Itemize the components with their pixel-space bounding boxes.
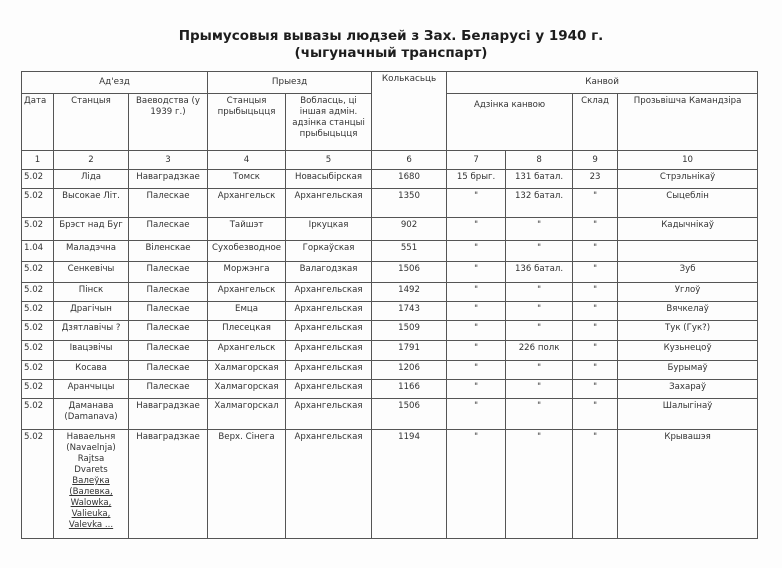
cell-date: 5.02 [22, 399, 54, 430]
cell-composition: " [573, 321, 618, 341]
cell-arrival-station: Халмагорская [208, 380, 286, 399]
cell-station: Высокае Літ. [54, 189, 129, 218]
cell-convoy-unit-8: 136 батал. [506, 262, 573, 283]
cell-count: 1743 [372, 302, 447, 321]
cell-region: Новасыбірская [286, 170, 372, 189]
cell-convoy-unit-8: " [506, 380, 573, 399]
cell-convoy-unit-7: " [447, 302, 506, 321]
cell-count: 551 [372, 241, 447, 262]
cell-composition: " [573, 399, 618, 430]
cell-composition: " [573, 189, 618, 218]
cell-convoy-unit-7: " [447, 262, 506, 283]
cell-region: Архангельская [286, 189, 372, 218]
column-number: 2 [54, 151, 129, 170]
cell-date: 5.02 [22, 189, 54, 218]
cell-voivodeship: Палескае [129, 283, 208, 302]
cell-date: 5.02 [22, 361, 54, 380]
cell-composition: " [573, 283, 618, 302]
cell-date: 5.02 [22, 430, 54, 539]
header-departure: Ад'езд [22, 72, 208, 94]
cell-count: 1166 [372, 380, 447, 399]
station-name-line: Наваельня [66, 432, 116, 442]
cell-voivodeship: Наваградзкае [129, 430, 208, 539]
cell-convoy-unit-7: " [447, 341, 506, 361]
cell-arrival-station: Моржэнга [208, 262, 286, 283]
cell-voivodeship: Палескае [129, 302, 208, 321]
table-row [22, 283, 758, 302]
table-row [22, 380, 758, 399]
cell-date: 5.02 [22, 283, 54, 302]
cell-composition: " [573, 361, 618, 380]
cell-voivodeship: Палескае [129, 218, 208, 241]
cell-convoy-unit-7: " [447, 241, 506, 262]
cell-convoy-unit-7: " [447, 430, 506, 539]
cell-convoy-unit-7: 15 брыг. [447, 170, 506, 189]
cell-count: 1492 [372, 283, 447, 302]
cell-count: 1506 [372, 399, 447, 430]
cell-commander: Сыцеблін [618, 189, 758, 218]
header-date: Дата [22, 94, 54, 151]
column-number: 8 [506, 151, 573, 170]
cell-arrival-station: Емца [208, 302, 286, 321]
cell-convoy-unit-8: " [506, 218, 573, 241]
cell-count: 1680 [372, 170, 447, 189]
cell-composition: " [573, 241, 618, 262]
column-number: 1 [22, 151, 54, 170]
cell-convoy-unit-7: " [447, 361, 506, 380]
cell-region: Архангельская [286, 321, 372, 341]
cell-convoy-unit-8: 132 батал. [506, 189, 573, 218]
cell-commander [618, 241, 758, 262]
cell-arrival-station: Сухобезводное [208, 241, 286, 262]
table-row [22, 430, 758, 539]
column-number: 3 [129, 151, 208, 170]
cell-convoy-unit-8: 226 полк [506, 341, 573, 361]
cell-region: Горкаўская [286, 241, 372, 262]
table-row [22, 341, 758, 361]
cell-commander: Шалыгінаў [618, 399, 758, 430]
cell-convoy-unit-8: " [506, 361, 573, 380]
table-row [22, 189, 758, 218]
cell-region: Архангельская [286, 399, 372, 430]
cell-convoy-unit-7: " [447, 399, 506, 430]
cell-station: Драгічын [54, 302, 129, 321]
cell-arrival-station: Архангельск [208, 283, 286, 302]
cell-convoy-unit-8: " [506, 283, 573, 302]
column-number: 7 [447, 151, 506, 170]
cell-commander: Кадычнікаў [618, 218, 758, 241]
station-name-line: Dvarets [74, 465, 108, 475]
cell-arrival-station: Томск [208, 170, 286, 189]
cell-convoy-unit-7: " [447, 321, 506, 341]
cell-count: 1194 [372, 430, 447, 539]
cell-voivodeship: Палескае [129, 380, 208, 399]
cell-arrival-station: Архангельск [208, 341, 286, 361]
cell-commander: Захараў [618, 380, 758, 399]
cell-station: Сенкевічы [54, 262, 129, 283]
cell-convoy-unit-7: " [447, 380, 506, 399]
cell-region: Архангельская [286, 283, 372, 302]
cell-arrival-station: Архангельск [208, 189, 286, 218]
cell-region: Архангельская [286, 341, 372, 361]
table-row [22, 262, 758, 283]
table-row [22, 399, 758, 430]
cell-station: Брэст над Буг [54, 218, 129, 241]
cell-station: Пінск [54, 283, 129, 302]
cell-composition: " [573, 218, 618, 241]
cell-date: 5.02 [22, 218, 54, 241]
station-alt-name-line: Valevka ... [68, 520, 114, 530]
cell-composition: " [573, 302, 618, 321]
column-number: 5 [286, 151, 372, 170]
deportation-table [21, 71, 758, 539]
header-station: Станцыя [54, 94, 129, 151]
cell-arrival-station: Плесецкая [208, 321, 286, 341]
cell-arrival-station: Тайшэт [208, 218, 286, 241]
cell-arrival-station: Халмагорская [208, 361, 286, 380]
cell-station: Ліда [54, 170, 129, 189]
cell-station [54, 430, 129, 539]
cell-count: 1206 [372, 361, 447, 380]
cell-voivodeship: Палескае [129, 189, 208, 218]
cell-convoy-unit-8: " [506, 321, 573, 341]
cell-composition: 23 [573, 170, 618, 189]
cell-convoy-unit-7: " [447, 218, 506, 241]
table-row [22, 241, 758, 262]
cell-commander: Стрэльнікаў [618, 170, 758, 189]
table-row [22, 321, 758, 341]
cell-count: 1506 [372, 262, 447, 283]
station-alt-name-line: Walowka, [70, 498, 112, 508]
cell-station: Косава [54, 361, 129, 380]
cell-convoy-unit-8: " [506, 241, 573, 262]
header-arrival: Прыезд [208, 72, 372, 94]
header-count: Колькасьць [372, 72, 447, 151]
cell-commander: Крывашэя [618, 430, 758, 539]
cell-station: Даманава (Damanava) [54, 399, 129, 430]
cell-commander: Углоў [618, 283, 758, 302]
header-region: Вобласць, ці іншая адмін. адзінка станцыі прыбыцьцця [286, 94, 372, 151]
table-row [22, 302, 758, 321]
cell-composition: " [573, 341, 618, 361]
column-number: 9 [573, 151, 618, 170]
cell-convoy-unit-7: " [447, 189, 506, 218]
document-subtitle: (чыгуначный транспарт) [294, 45, 488, 61]
cell-voivodeship: Наваградзкае [129, 399, 208, 430]
header-commander: Прозьвішча Камандзіра [618, 94, 758, 151]
cell-convoy-unit-8: " [506, 430, 573, 539]
column-number: 10 [618, 151, 758, 170]
cell-count: 902 [372, 218, 447, 241]
cell-composition: " [573, 430, 618, 539]
cell-voivodeship: Наваградзкае [129, 170, 208, 189]
cell-convoy-unit-8: 131 батал. [506, 170, 573, 189]
station-name-line: Rajtsa [77, 454, 105, 464]
cell-voivodeship: Палескае [129, 341, 208, 361]
cell-date: 1.04 [22, 241, 54, 262]
cell-region: Іркуцкая [286, 218, 372, 241]
cell-region: Архангельская [286, 302, 372, 321]
column-number: 4 [208, 151, 286, 170]
column-number: 6 [372, 151, 447, 170]
cell-convoy-unit-8: " [506, 399, 573, 430]
cell-arrival-station: Верх. Сінега [208, 430, 286, 539]
cell-count: 1791 [372, 341, 447, 361]
cell-date: 5.02 [22, 321, 54, 341]
cell-commander: Бурымаў [618, 361, 758, 380]
header-voivodeship: Ваеводства (у 1939 г.) [129, 94, 208, 151]
cell-date: 5.02 [22, 380, 54, 399]
cell-arrival-station: Халмагорскал [208, 399, 286, 430]
cell-voivodeship: Віленскае [129, 241, 208, 262]
cell-commander: Кузьнецоў [618, 341, 758, 361]
cell-station: Маладэчна [54, 241, 129, 262]
cell-station: Аранчыцы [54, 380, 129, 399]
station-name-line: (Navaelnja) [66, 443, 116, 453]
cell-date: 5.02 [22, 341, 54, 361]
cell-voivodeship: Палескае [129, 321, 208, 341]
table-row [22, 170, 758, 189]
document-title: Прымусовыя вывазы людзей з Зах. Беларусі у 1940 г. [178, 28, 604, 44]
cell-commander: Зуб [618, 262, 758, 283]
cell-date: 5.02 [22, 170, 54, 189]
cell-station: Івацэвічы [54, 341, 129, 361]
cell-region: Архангельская [286, 430, 372, 539]
cell-commander: Тук (Гук?) [618, 321, 758, 341]
cell-date: 5.02 [22, 302, 54, 321]
cell-voivodeship: Палескае [129, 361, 208, 380]
cell-commander: Вячкелаў [618, 302, 758, 321]
cell-composition: " [573, 262, 618, 283]
cell-region: Архангельская [286, 361, 372, 380]
station-alt-name-line: Valieuka, [71, 509, 111, 519]
cell-voivodeship: Палескае [129, 262, 208, 283]
header-arrival-station: Станцыя прыбыцьцця [208, 94, 286, 151]
cell-region: Валагодзкая [286, 262, 372, 283]
cell-count: 1350 [372, 189, 447, 218]
cell-convoy-unit-7: " [447, 283, 506, 302]
cell-station: Дзятлавічы ? [54, 321, 129, 341]
cell-composition: " [573, 380, 618, 399]
header-convoy: Канвой [447, 72, 758, 94]
cell-date: 5.02 [22, 262, 54, 283]
station-alt-name-line: Валеўка [72, 476, 110, 486]
table-row [22, 218, 758, 241]
header-convoy-unit: Адзінка канвою [447, 94, 573, 151]
table-row [22, 361, 758, 380]
cell-count: 1509 [372, 321, 447, 341]
cell-region: Архангельская [286, 380, 372, 399]
station-alt-name-line: (Валевка, [69, 487, 113, 497]
header-composition: Склад [573, 94, 618, 151]
cell-convoy-unit-8: " [506, 302, 573, 321]
